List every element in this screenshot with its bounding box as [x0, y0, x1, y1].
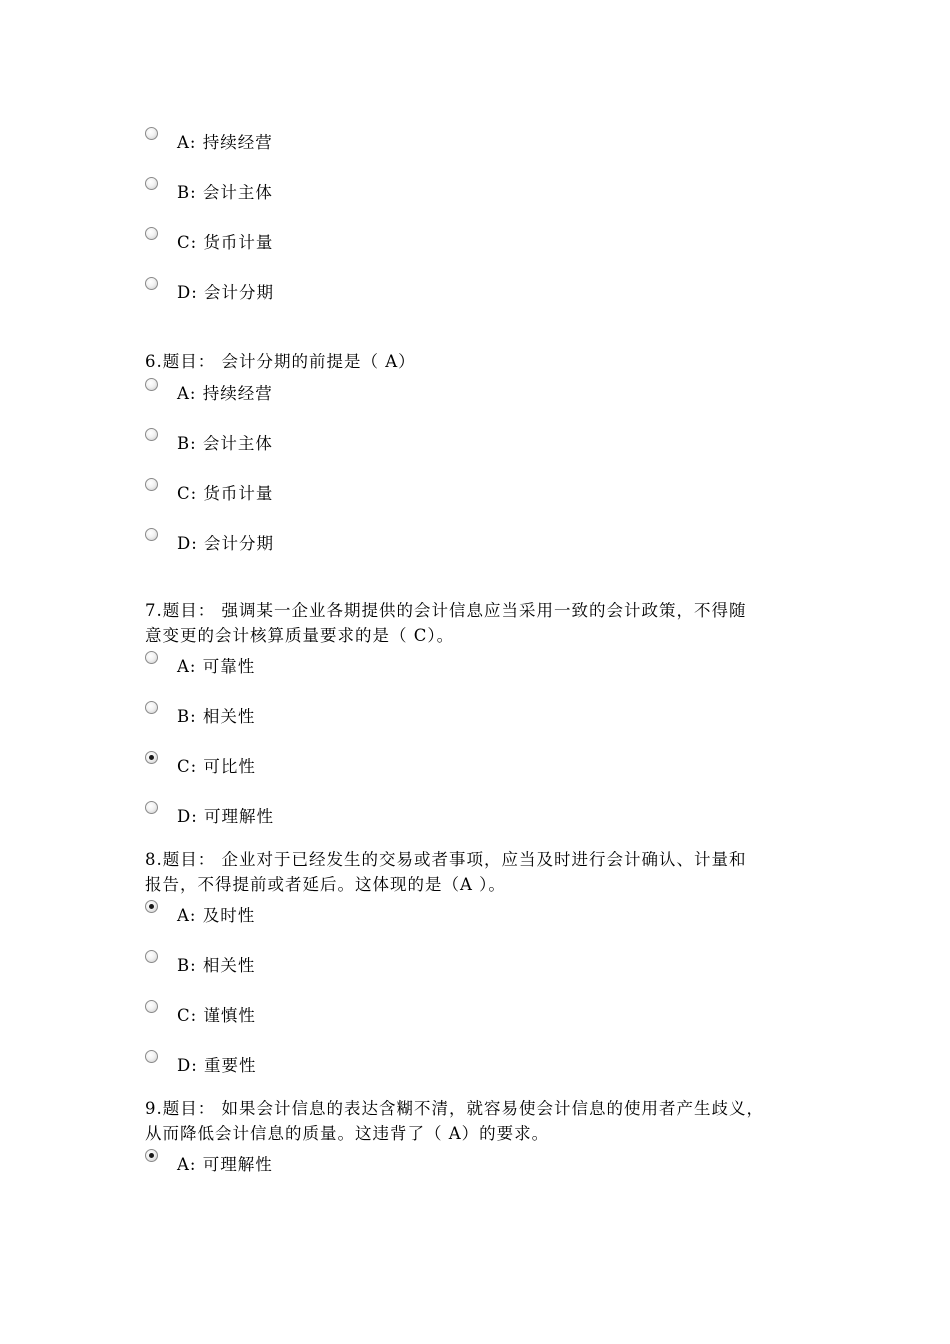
question-title-line-2: 意变更的会计核算质量要求的是（ C）。 [145, 626, 455, 645]
question-title-line-2: 从而降低会计信息的质量。这违背了（ A）的要求。 [145, 1124, 550, 1143]
option-c[interactable] [145, 751, 825, 776]
option-label: B: 相关性 [177, 707, 256, 726]
option-label: B: 相关性 [177, 956, 256, 975]
option-label: D: 会计分期 [177, 283, 275, 302]
option-a[interactable] [145, 378, 825, 403]
option-label: A: 持续经营 [177, 133, 273, 152]
option-label: B: 会计主体 [177, 183, 273, 202]
option-d[interactable] [145, 277, 825, 302]
option-label: D: 会计分期 [177, 534, 275, 553]
radio-button[interactable] [145, 428, 158, 441]
question-9 [145, 1096, 825, 1199]
option-label: C: 货币计量 [177, 233, 274, 252]
option-a[interactable] [145, 900, 825, 925]
option-label: A: 可理解性 [177, 1155, 273, 1174]
radio-button[interactable] [145, 900, 158, 913]
option-c[interactable] [145, 478, 825, 503]
radio-button[interactable] [145, 701, 158, 714]
option-c[interactable] [145, 1000, 825, 1025]
radio-button[interactable] [145, 801, 158, 814]
question-5 [145, 127, 825, 327]
option-b[interactable] [145, 950, 825, 975]
radio-button[interactable] [145, 277, 158, 290]
radio-button[interactable] [145, 378, 158, 391]
radio-button[interactable] [145, 127, 158, 140]
option-label: A: 可靠性 [177, 657, 256, 676]
question-8 [145, 847, 825, 1100]
option-d[interactable] [145, 801, 825, 826]
radio-button[interactable] [145, 1050, 158, 1063]
radio-button[interactable] [145, 1000, 158, 1013]
option-label: C: 货币计量 [177, 484, 274, 503]
option-c[interactable] [145, 227, 825, 252]
radio-button[interactable] [145, 528, 158, 541]
question-6 [145, 349, 825, 578]
option-label: C: 谨慎性 [177, 1006, 256, 1025]
option-label: C: 可比性 [177, 757, 256, 776]
option-d[interactable] [145, 1050, 825, 1075]
question-title-line-2: 报告，不得提前或者延后。这体现的是（A ）。 [145, 875, 506, 894]
radio-button[interactable] [145, 227, 158, 240]
radio-button[interactable] [145, 950, 158, 963]
option-label: D: 可理解性 [177, 807, 275, 826]
question-7 [145, 598, 825, 851]
option-label: A: 及时性 [177, 906, 256, 925]
option-d[interactable] [145, 528, 825, 553]
radio-button[interactable] [145, 1149, 158, 1162]
option-label: A: 持续经营 [177, 384, 273, 403]
option-a[interactable] [145, 1149, 825, 1174]
option-label: D: 重要性 [177, 1056, 257, 1075]
question-title-line-1: 8.题目： 企业对于已经发生的交易或者事项，应当及时进行会计确认、计量和 [145, 850, 747, 869]
option-b[interactable] [145, 701, 825, 726]
option-b[interactable] [145, 177, 825, 202]
radio-button[interactable] [145, 177, 158, 190]
radio-button[interactable] [145, 478, 158, 491]
question-title: 6.题目： 会计分期的前提是（ A） [145, 352, 416, 371]
option-a[interactable] [145, 651, 825, 676]
question-title-line-1: 7.题目： 强调某一企业各期提供的会计信息应当采用一致的会计政策，不得随 [145, 601, 747, 620]
radio-button[interactable] [145, 751, 158, 764]
question-title-line-1: 9.题目： 如果会计信息的表达含糊不清，就容易使会计信息的使用者产生歧义， [145, 1099, 764, 1118]
option-label: B: 会计主体 [177, 434, 273, 453]
radio-button[interactable] [145, 651, 158, 664]
option-b[interactable] [145, 428, 825, 453]
option-a[interactable] [145, 127, 825, 152]
